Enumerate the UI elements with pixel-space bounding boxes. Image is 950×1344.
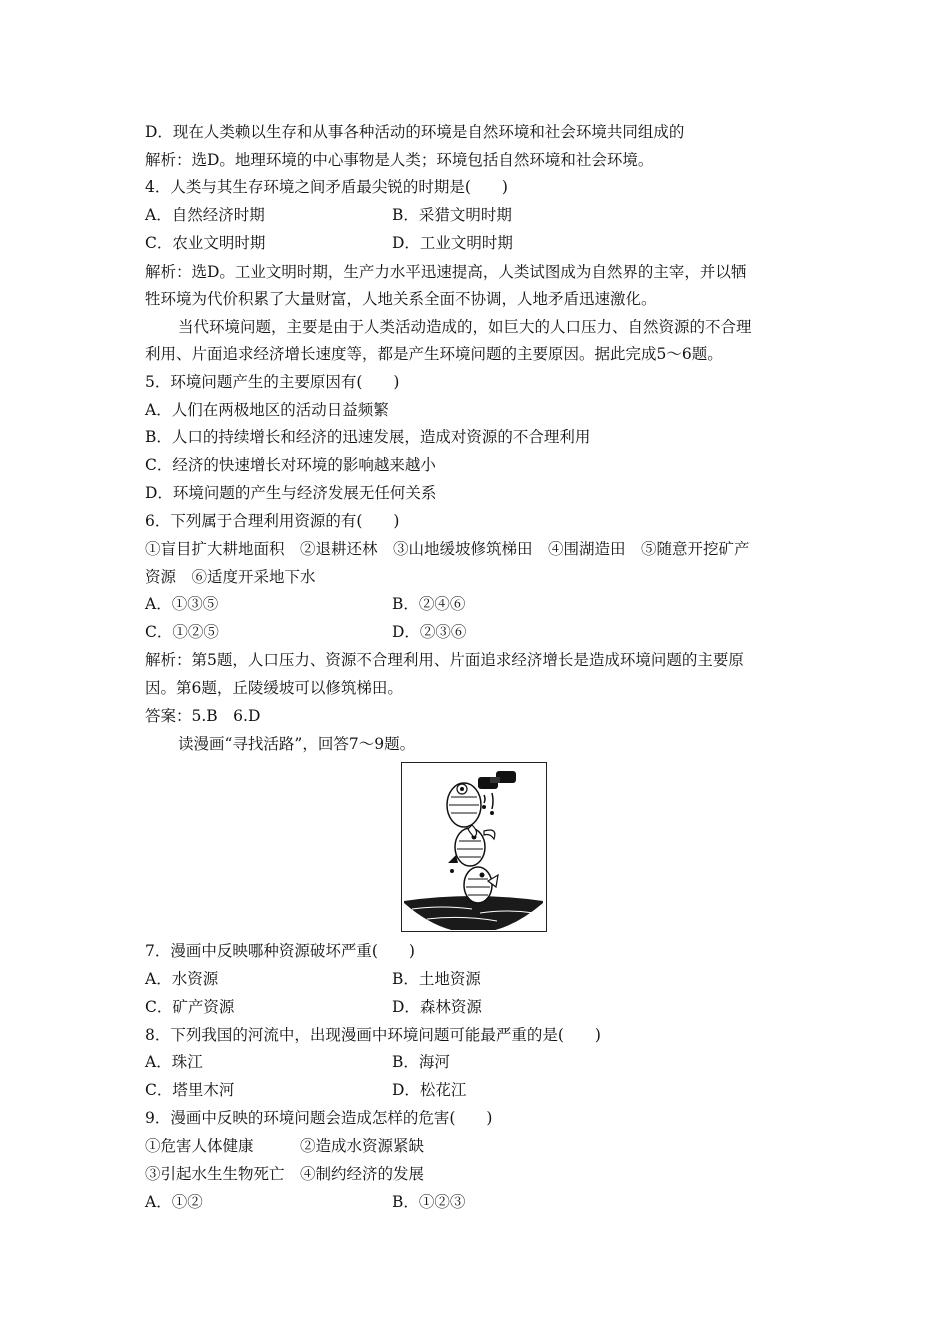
question-9: 9．漫画中反映的环境问题会造成怎样的危害( ) [145,1109,493,1127]
analysis-text: 解析：选D。地理环境的中心事物是人类；环境包括自然环境和社会环境。 [145,151,654,169]
q4-option-a: A．自然经济时期 [145,206,265,224]
q5-6-analysis-line2: 因。第6题，丘陵缓坡可以修筑梯田。 [145,679,403,697]
q4-option-c: C．农业文明时期 [145,234,266,252]
option-d-text: D．现在人类赖以生存和从事各种活动的环境是自然环境和社会环境共同组成的 [145,123,685,141]
cartoon-figure [401,762,547,932]
q7-option-b: B．土地资源 [392,970,481,988]
q6-option-b: B．②④⑥ [392,595,466,613]
q6-option-a: A．①③⑤ [145,595,219,613]
question-4: 4．人类与其生存环境之间矛盾最尖锐的时期是( ) [145,178,508,196]
q4-analysis-line1: 解析：选D。工业文明时期，生产力水平迅速提高，人类试图成为自然界的主宰，并以牺 [145,263,747,281]
binoculars [478,771,516,789]
intro-5-6-line1: 当代环境问题，主要是由于人类活动造成的，如巨大的人口压力、自然资源的不合理 [178,318,752,336]
q9-items-line2: ③引起水生生物死亡 ④制约经济的发展 [145,1165,425,1183]
q8-option-c: C．塔里木河 [145,1081,235,1099]
q6-items-line1: ①盲目扩大耕地面积 ②退耕还林 ③山地缓坡修筑梯田 ④围湖造田 ⑤随意开挖矿产 [145,540,750,558]
q4-option-b: B．采猎文明时期 [392,206,512,224]
q9-option-a: A．①② [145,1193,203,1211]
q8-option-d: D．松花江 [392,1081,467,1099]
question-5: 5．环境问题产生的主要原因有( ) [145,373,400,391]
q7-option-c: C．矿产资源 [145,998,235,1016]
q9-items-line1: ①危害人体健康 ②造成水资源紧缺 [145,1137,425,1155]
q5-option-a: A．人们在两极地区的活动日益频繁 [145,401,389,419]
q5-option-c: C．经济的快速增长对环境的影响越来越小 [145,456,436,474]
q6-items-line2: 资源 ⑥适度开采地下水 [145,568,316,586]
q5-option-b: B．人口的持续增长和经济的迅速发展，造成对资源的不合理利用 [145,428,591,446]
q4-analysis-line2: 牲环境为代价积累了大量财富，人地关系全面不协调，人地矛盾迅速激化。 [145,290,657,308]
intro-5-6-line2: 利用、片面追求经济增长速度等，都是产生环境问题的主要原因。据此完成5～6题。 [145,345,723,363]
q5-option-d: D．环境问题的产生与经济发展无任何关系 [145,484,437,502]
question-7: 7．漫画中反映哪种资源破坏严重( ) [145,942,415,960]
cartoon-fish-stack-illustration [402,763,545,930]
q7-option-a: A．水资源 [145,970,219,988]
question-6: 6．下列属于合理利用资源的有( ) [145,512,400,530]
q9-option-b: B．①②③ [392,1193,466,1211]
q8-option-b: B．海河 [392,1053,450,1071]
question-8: 8．下列我国的河流中，出现漫画中环境问题可能最严重的是( ) [145,1026,601,1044]
q7-option-d: D．森林资源 [392,998,482,1016]
intro-7-9: 读漫画“寻找活路”，回答7～9题。 [178,735,416,753]
q6-option-d: D．②③⑥ [392,623,467,641]
q5-6-analysis-line1: 解析：第5题，人口压力、资源不合理利用、片面追求经济增长是造成环境问题的主要原 [145,651,744,669]
q8-option-a: A．珠江 [145,1053,203,1071]
q5-6-answer: 答案：5.B 6.D [145,707,261,725]
q4-option-d: D．工业文明时期 [392,234,513,252]
q6-option-c: C．①②⑤ [145,623,219,641]
